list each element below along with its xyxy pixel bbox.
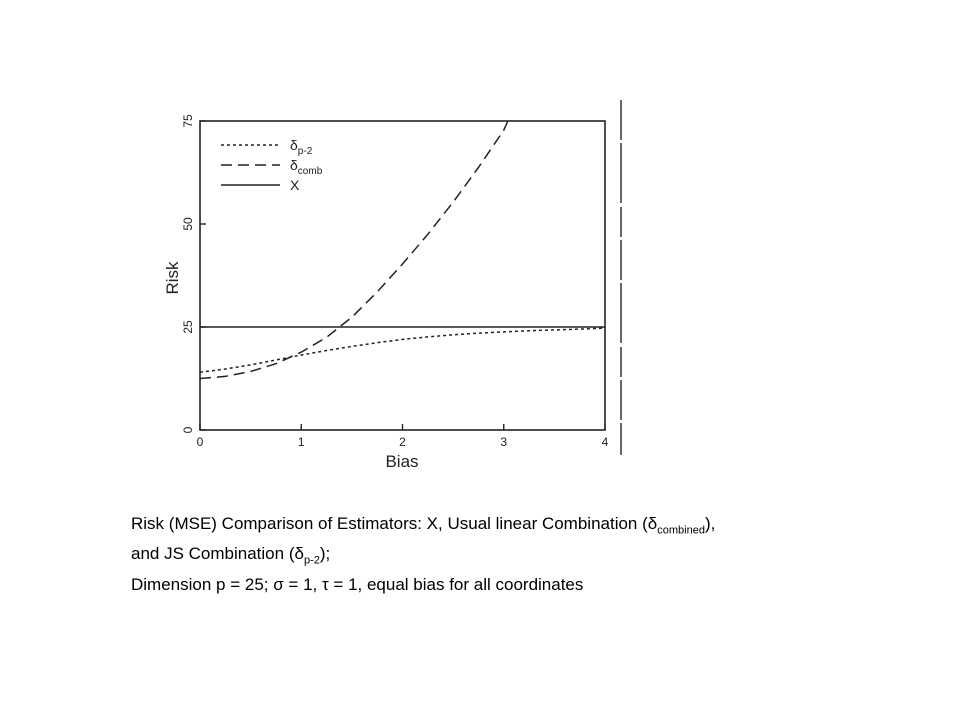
caption-line-2: and JS Combination $(\delta_{p-2})$;: [131, 544, 331, 567]
legend-label: $\delta_{comb}$: [290, 157, 323, 177]
legend-label: X: [290, 177, 300, 193]
legend-label: $\delta_{p-2}$: [290, 137, 313, 157]
x-axis-ticks: [197, 424, 609, 449]
caption-line-3: Dimension p = 25; σ = 1, τ = 1, equal bias for all coordinates: [131, 574, 584, 594]
x-tick-label: 3: [500, 435, 508, 449]
legend: [221, 137, 323, 193]
x-tick-label: 1: [297, 435, 305, 449]
series-line-dotted: [200, 328, 605, 372]
x-tick-label: 2: [399, 435, 406, 449]
series-layer: [200, 121, 605, 379]
y-axis-title: Risk: [163, 261, 182, 295]
series-line-dashed: [200, 121, 508, 379]
y-tick-label: 0: [181, 426, 195, 434]
y-tick-label: 50: [181, 217, 195, 231]
caption-line-1: Risk (MSE) Comparison of Estimators: X, Usual linear Combination $(\delta_{combined})$,: [131, 514, 716, 537]
figure-caption: [131, 512, 911, 597]
x-axis-title: Bias: [385, 452, 419, 471]
x-tick-label: 4: [601, 435, 609, 449]
x-tick-label: 0: [196, 435, 204, 449]
y-axis-ticks: [181, 114, 206, 433]
plot-frame: [200, 121, 605, 430]
y-tick-label: 75: [181, 114, 195, 128]
y-tick-label: 25: [181, 320, 195, 334]
